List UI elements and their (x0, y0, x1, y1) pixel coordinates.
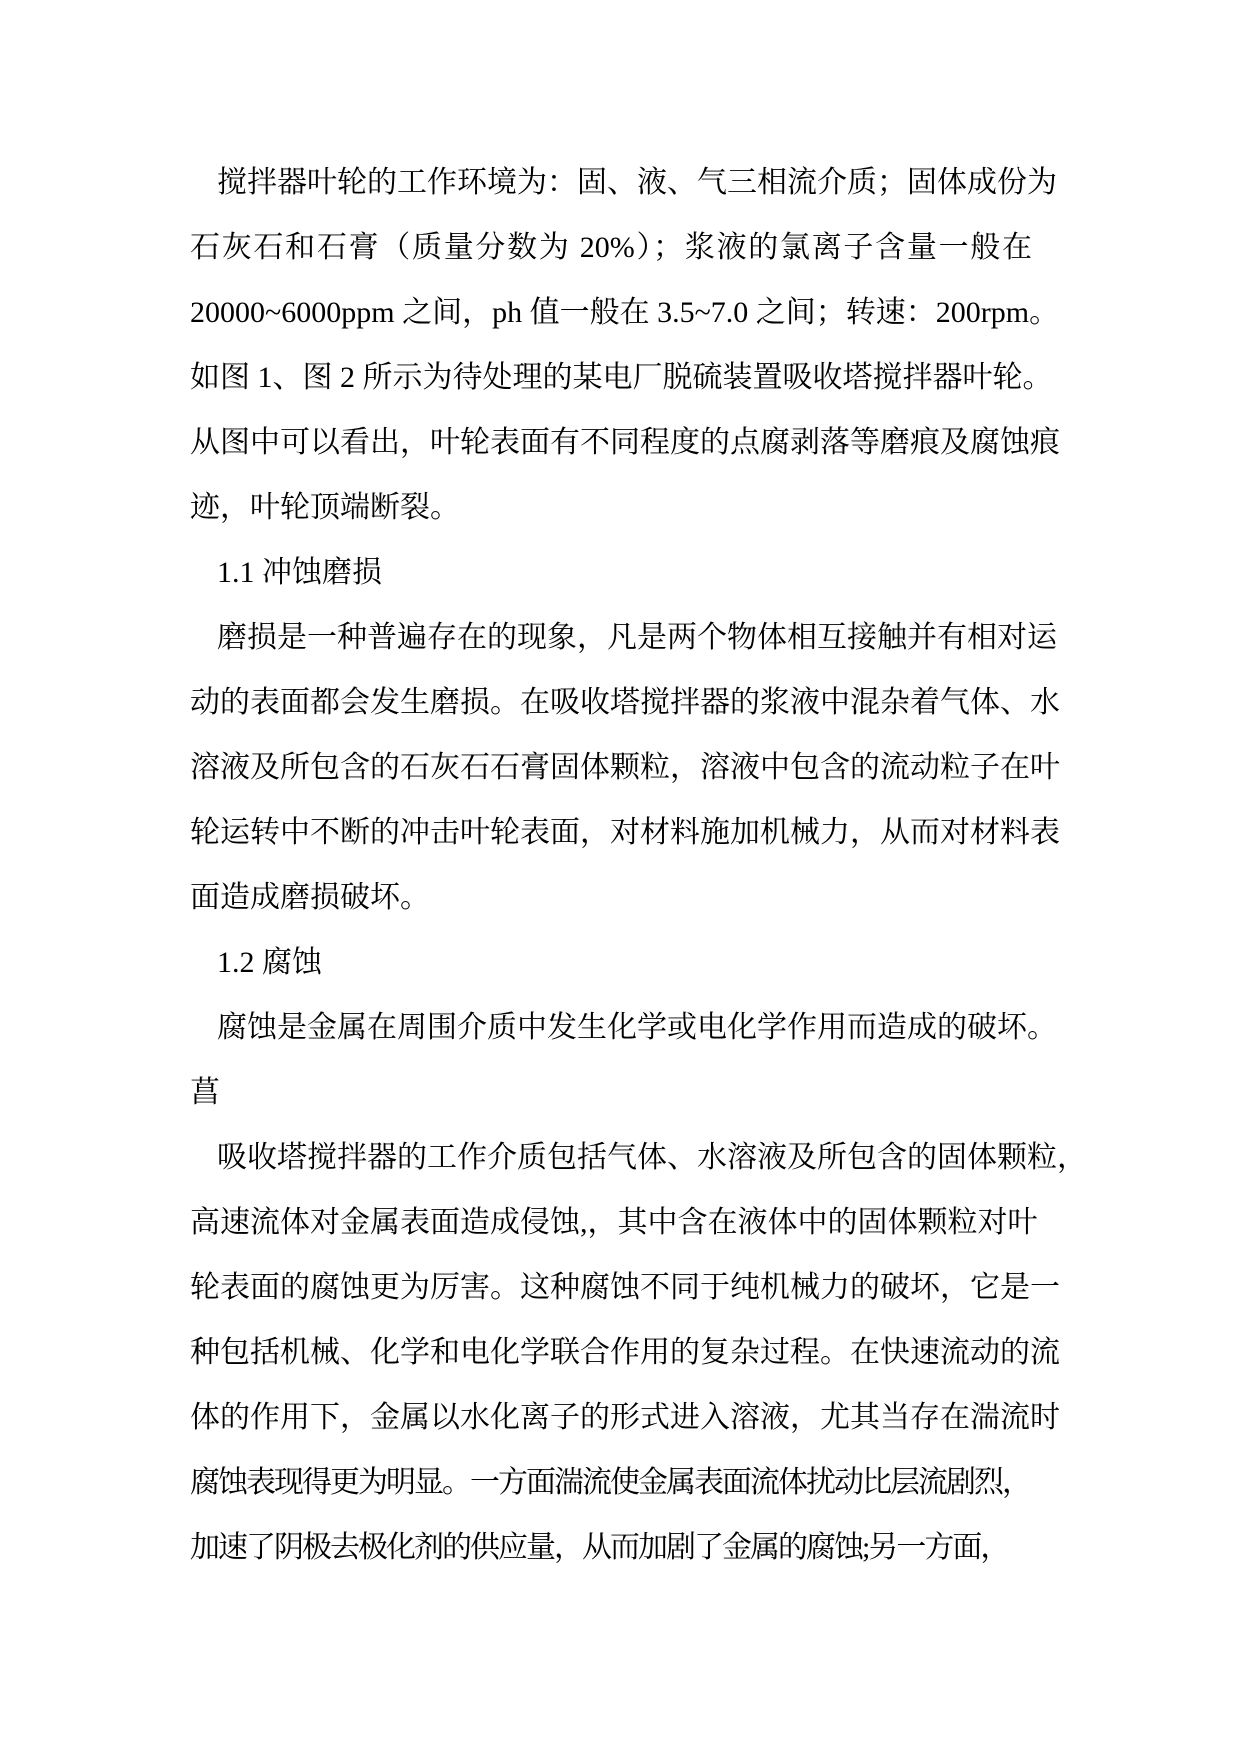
section-heading-1-2: 1.2 腐蚀 (217, 946, 322, 979)
text-line: 吸收塔搅拌器的工作介质包括气体、水溶液及所包含的固体颗粒， (217, 1141, 1087, 1174)
text-line: 如图 1、图 2 所示为待处理的某电厂脱硫装置吸收塔搅拌器叶轮。 (190, 361, 1053, 394)
text-line: 搅拌器叶轮的工作环境为：固、液、气三相流介质；固体成份为 (217, 166, 1057, 199)
text-line: 轮运转中不断的冲击叶轮表面，对材料施加机械力，从而对材料表 (190, 816, 1060, 849)
text-line: 溶液及所包含的石灰石石膏固体颗粒，溶液中包含的流动粒子在叶 (190, 751, 1060, 784)
text-line: 磨损是一种普遍存在的现象，凡是两个物体相互接触并有相对运 (217, 621, 1057, 654)
text-line: 面造成磨损破坏。 (190, 881, 430, 914)
text-line: 20000~6000ppm 之间，ph 值一般在 3.5~7.0 之间；转速：200rpm。 (190, 296, 1060, 329)
text-line: 动的表面都会发生磨损。在吸收塔搅拌器的浆液中混杂着气体、水 (190, 686, 1060, 719)
text-line: 体的作用下，金属以水化离子的形式进入溶液，尤其当存在湍流时 (190, 1401, 1060, 1434)
text-line: 高速流体对金属表面造成侵蚀,，其中含在液体中的固体颗粒对叶 (190, 1206, 1038, 1239)
stray-character-line: 菖 (190, 1076, 220, 1109)
text-line: 从图中可以看出，叶轮表面有不同程度的点腐剥落等磨痕及腐蚀痕 (190, 426, 1060, 459)
text-line: 腐蚀是金属在周围介质中发生化学或电化学作用而造成的破坏。 (217, 1011, 1057, 1044)
text-line: 腐蚀表现得更为明显。一方面湍流使金属表面流体扰动比层流剧烈， (190, 1466, 1030, 1499)
section-heading-1-1: 1.1 冲蚀磨损 (217, 556, 382, 589)
text-line: 加速了阴极去极化剂的供应量，从而加剧了金属的腐蚀;另一方面， (190, 1531, 1009, 1564)
document-body (190, 150, 1087, 1580)
text-line: 石灰石和石膏（质量分数为 20%）；浆液的氯离子含量一般在 (190, 231, 1032, 264)
text-line: 种包括机械、化学和电化学联合作用的复杂过程。在快速流动的流 (190, 1336, 1060, 1369)
text-line: 迹，叶轮顶端断裂。 (190, 491, 460, 524)
text-line: 轮表面的腐蚀更为厉害。这种腐蚀不同于纯机械力的破坏，它是一 (190, 1271, 1060, 1304)
